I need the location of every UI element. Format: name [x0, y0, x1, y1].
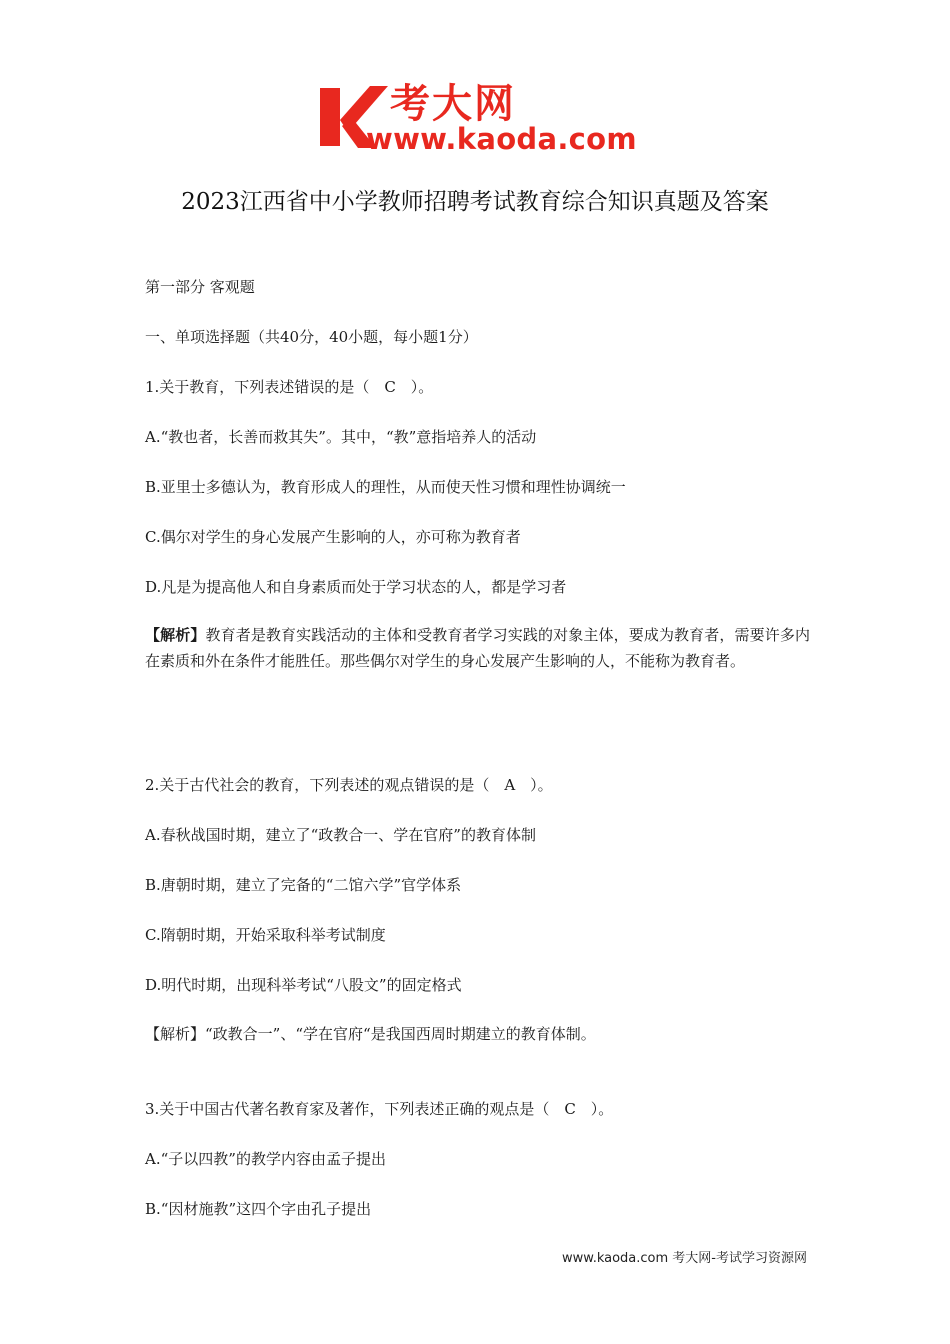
analysis-text: 教育者是教育实践活动的主体和受教育者学习实践的对象主体，要成为教育者，需要许多内在素质和外在条件才能胜任。那些偶尔对学生的身心发展产生影响的人，不能称为教育者。 [145, 626, 810, 670]
logo-url-text: www.kaoda.com [366, 122, 637, 156]
question-stem: 1.关于教育，下列表述错误的是（ C ）。 [145, 378, 434, 396]
analysis-tag: 【解析】 [145, 626, 206, 644]
analysis-text: “政教合一”、“学在官府“是我国西周时期建立的教育体制。 [205, 1025, 596, 1043]
option: A.“子以四教”的教学内容由孟子提出 [145, 1150, 386, 1168]
page-footer: www.kaoda.com 考大网-考试学习资源网 [562, 1251, 807, 1266]
question-stem: 3.关于中国古代著名教育家及著作，下列表述正确的观点是（ C ）。 [145, 1100, 614, 1118]
option: D.明代时期，出现科举考试“八股文”的固定格式 [145, 976, 462, 994]
option: B.亚里士多德认为，教育形成人的理性，从而使天性习惯和理性协调统一 [145, 478, 626, 496]
option: B.“因材施教”这四个字由孔子提出 [145, 1200, 372, 1218]
document-title: 2023江西省中小学教师招聘考试教育综合知识真题及答案 [181, 189, 769, 215]
logo-brand-text: 考大网 [390, 81, 516, 127]
analysis-tag: 【解析】 [145, 1025, 206, 1043]
option: A.春秋战国时期，建立了“政教合一、学在官府”的教育体制 [145, 826, 536, 844]
option: D.凡是为提高他人和自身素质而处于学习状态的人，都是学习者 [145, 578, 567, 596]
part-heading: 第一部分 客观题 [145, 278, 255, 296]
option: A.“教也者，长善而救其失”。其中，“教”意指培养人的活动 [145, 428, 537, 446]
option: C.偶尔对学生的身心发展产生影响的人，亦可称为教育者 [145, 528, 521, 546]
option: C.隋朝时期，开始采取科举考试制度 [145, 926, 386, 944]
analysis-paragraph [145, 622, 810, 674]
section-heading: 一、单项选择题（共40分，40小题，每小题1分） [145, 328, 478, 346]
option: B.唐朝时期，建立了完备的“二馆六学”官学体系 [145, 876, 462, 894]
kaoda-logo [318, 78, 638, 160]
question-stem: 2.关于古代社会的教育，下列表述的观点错误的是（ A ）。 [145, 776, 553, 794]
analysis-paragraph [145, 1023, 596, 1044]
